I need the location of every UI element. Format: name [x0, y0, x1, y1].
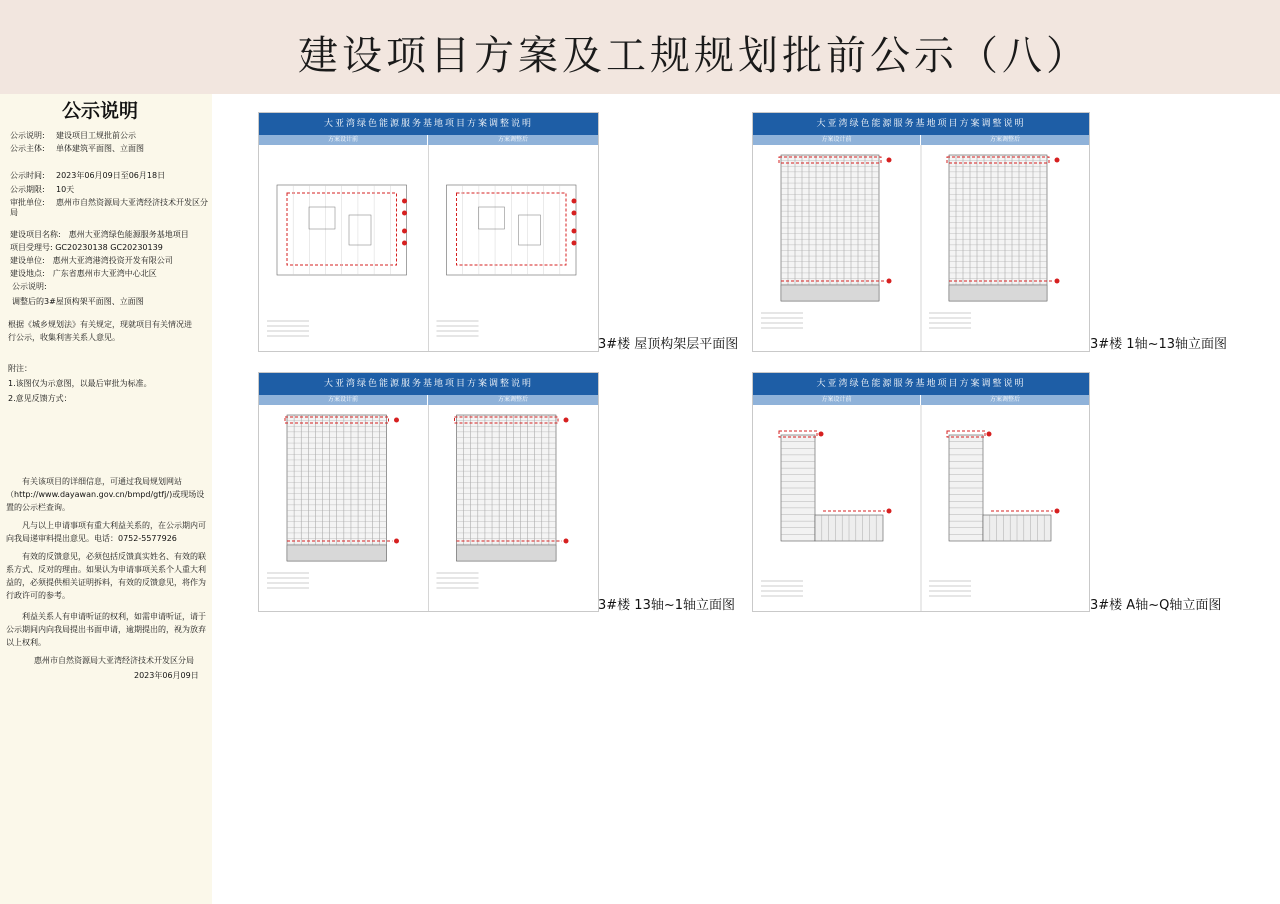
explain-label: 公示说明: [12, 282, 47, 291]
notice-date: 2023年06月09日 [134, 671, 199, 680]
project-name: 建设项目名称: 惠州大亚湾绿色能源服务基地项目 [10, 230, 189, 239]
notice-row: 公示说明: 建设项目工规批前公示 [10, 131, 136, 140]
before-label: 方案设计前 [753, 395, 920, 405]
elevation-drawing [753, 405, 1089, 611]
signature: 惠州市自然资源局大亚湾经济技术开发区分局 [34, 656, 194, 665]
redline-marker [1055, 158, 1060, 163]
after-label: 方案调整后 [921, 135, 1089, 145]
core-outline [349, 215, 371, 245]
card-banner: 大亚湾绿色能源服务基地项目方案调整说明 [753, 113, 1089, 135]
podium [781, 285, 879, 301]
paragraph-website: 有关该项目的详细信息，可通过我局规划网站（http://www.dayawan.gov.cn/bmpd/gtfj/)或现场设置的公示栏查询。 [6, 477, 205, 512]
before-label: 方案设计前 [753, 135, 920, 145]
redline-marker [394, 418, 399, 423]
redline-marker [402, 199, 407, 204]
page-header [0, 0, 1280, 94]
redline-marker [572, 241, 577, 246]
after-label: 方案调整后 [921, 395, 1089, 405]
core-outline [479, 207, 505, 229]
redline-marker [887, 279, 892, 284]
notice-row: 公示主体: 单体建筑平面图、立面图 [10, 144, 144, 153]
podium [457, 545, 557, 561]
redline-marker [572, 229, 577, 234]
location: 建设地点: 广东省惠州市大亚湾中心北区 [10, 269, 157, 278]
redline-marker [402, 211, 407, 216]
podium [287, 545, 387, 561]
elevation-drawing [753, 145, 1089, 351]
redline-marker [402, 241, 407, 246]
podium [949, 285, 1047, 301]
notice-row: 审批单位: 惠州市自然资源局大亚湾经济技术开发区分局 [10, 198, 208, 217]
drawing-caption: 3#楼 1轴~13轴立面图 [1090, 337, 1228, 352]
notice-row: 公示时间: 2023年06月09日至06月18日 [10, 171, 166, 180]
after-label: 方案调整后 [428, 395, 598, 405]
paragraph-feedback: 有效的反馈意见，必须包括反馈真实姓名、有效的联系方式、反对的理由。如果认为申请事项关系个人重大利益的，必须提供相关证明拆料，有效的反馈意见，将作为行政许可的参考。 [6, 552, 206, 600]
paragraph-hearing: 利益关系人有申请听证的权利，如需申请听证，请于公示期间内向我局提出书面申请，逾期提出的，视为放弃以上权利。 [6, 612, 206, 647]
drawing-card [258, 372, 599, 612]
before-label: 方案设计前 [259, 135, 427, 145]
redline-marker [887, 509, 892, 514]
note-1: 1.该图仅为示意图，以最后审批为标准。 [8, 379, 152, 388]
paragraph-contact: 凡与以上申请事项有重大利益关系的，在公示期内可向我局递审料提出意见。电话：0752-5577926 [6, 521, 206, 543]
drawing-caption: 3#楼 A轴~Q轴立面图 [1090, 598, 1222, 613]
law-text: 根据《城乡规划法》有关规定，现就项目有关情况进行公示，收集利害关系人意见。 [8, 320, 192, 342]
explain-text: 调整后的3#屋顶构架平面图、立面图 [12, 297, 144, 306]
card-banner: 大亚湾绿色能源服务基地项目方案调整说明 [259, 113, 598, 135]
redline-marker [572, 211, 577, 216]
redline-marker [394, 539, 399, 544]
drawing-caption: 3#楼 屋顶构架层平面图 [598, 337, 739, 352]
redline-marker [987, 432, 992, 437]
redline-marker [402, 229, 407, 234]
redline-marker [564, 418, 569, 423]
before-label: 方案设计前 [259, 395, 427, 405]
core-outline [309, 207, 335, 229]
drawing-card [752, 112, 1090, 352]
plan-drawing [259, 145, 598, 351]
card-banner: 大亚湾绿色能源服务基地项目方案调整说明 [753, 373, 1089, 395]
notice-row: 公示期限: 10天 [10, 185, 75, 194]
drawing-caption: 3#楼 13轴~1轴立面图 [598, 598, 736, 613]
notes-label: 附注： [8, 364, 32, 373]
acceptance-number: 项目受理号: GC20230138 GC20230139 [10, 243, 163, 252]
drawing-card [752, 372, 1090, 612]
after-label: 方案调整后 [428, 135, 598, 145]
redline-marker [1055, 279, 1060, 284]
redline-marker [572, 199, 577, 204]
redline-marker [819, 432, 824, 437]
note-2: 2.意见反馈方式： [8, 394, 72, 403]
elevation-drawing [259, 405, 598, 611]
core-outline [519, 215, 541, 245]
redline-marker [564, 539, 569, 544]
drawing-card [258, 112, 599, 352]
card-banner: 大亚湾绿色能源服务基地项目方案调整说明 [259, 373, 598, 395]
redline-marker [1055, 509, 1060, 514]
notice-panel [0, 94, 212, 904]
page-title: 建设项目方案及工规规划批前公示（八） [298, 33, 1090, 79]
redline-marker [887, 158, 892, 163]
builder: 建设单位: 惠州大亚湾港湾投资开发有限公司 [10, 256, 173, 265]
notice-heading: 公示说明 [61, 100, 138, 122]
